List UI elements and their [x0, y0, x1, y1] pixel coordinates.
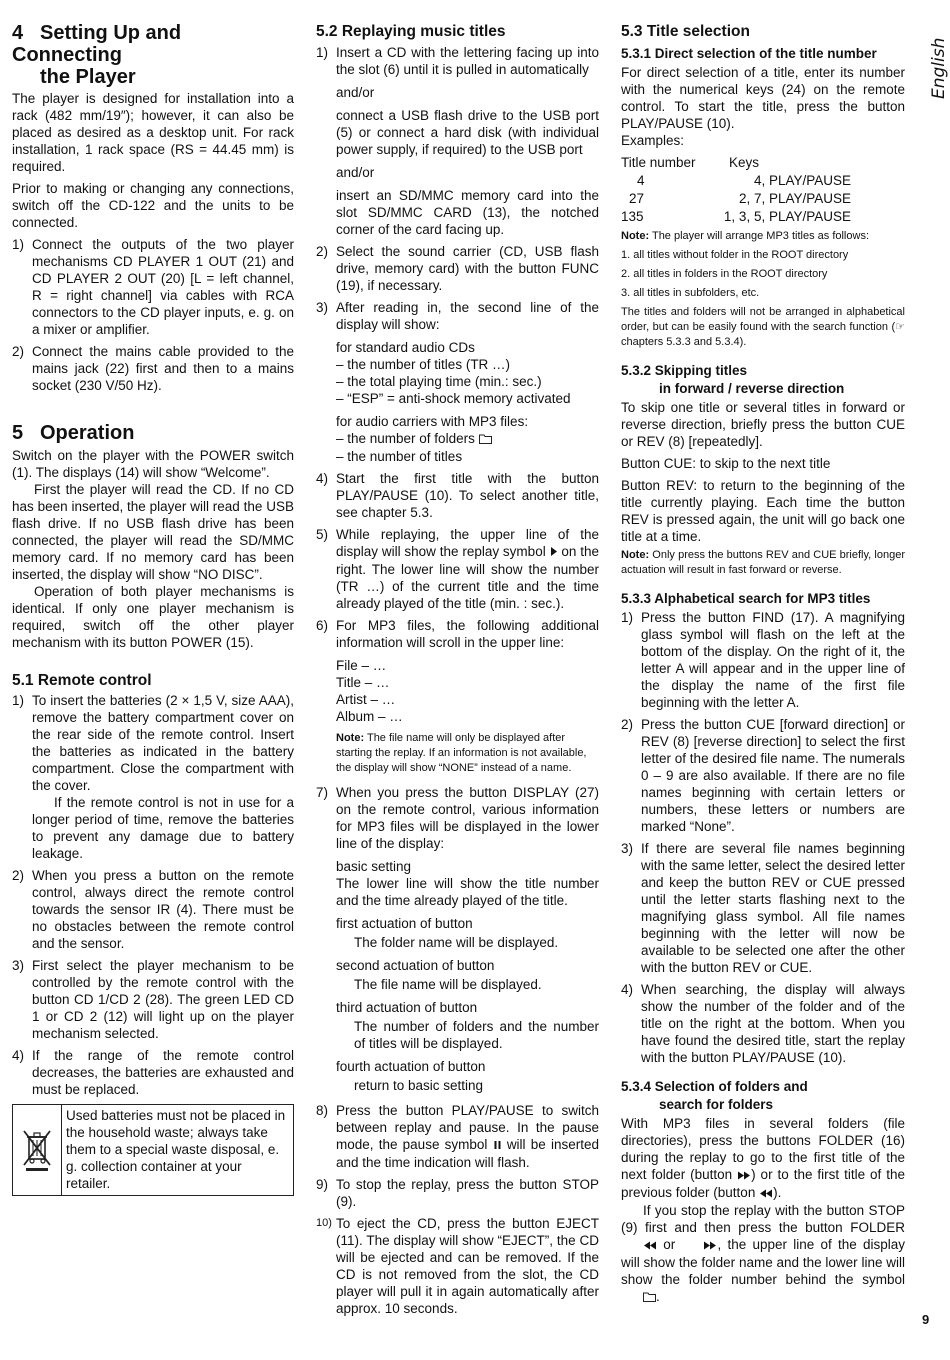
section-5-3-1-heading: 5.3.1 Direct selection of the title number: [621, 46, 877, 61]
rewind-icon: [759, 1185, 773, 1202]
language-side-label: English: [929, 37, 949, 99]
sec4-paragraph-1: The player is designed for installation into a rack (482 mm/19″); however, it can also be placed as desired as a desktop unit. For rack installation, 1 rack space (RS = 44.45 mm) is required.: [12, 91, 294, 174]
sec5-paragraph-2: First the player will read the CD. If no CD has been inserted, the player will read the USB flash drive. If no USB flash drive has been connected, the player will read the SD/MMC memory card. If no memory card has been inserted, the display will show “NO DISC”.: [12, 482, 294, 582]
list-item: 2) Select the sound carrier (CD, USB flash drive, memory card) with the button FUNC (19), if necessary.: [316, 244, 599, 293]
list-item: 8) Press the button PLAY/PAUSE to switch between replay and pause. In the pause mode, the pause symbol will be inserted and the time indication will flash.: [316, 1103, 599, 1170]
list-item: 9) To stop the replay, press the button STOP (9).: [316, 1177, 599, 1209]
sec4-paragraph-2: Prior to making or changing any connections, switch off the CD-122 and the units to be connected.: [12, 181, 294, 230]
list-item: 1) Connect the outputs of the two player mechanisms CD PLAYER 1 OUT (21) and CD PLAYER 2 OUT (20) [L = left channel, R = right channel] via cables with RCA connectors to the CD player inputs, e. g. on a mixer or amplifier.: [12, 237, 294, 337]
list-item: 5) While replaying, the upper line of the display will show the replay symbol on the right. The lower line will show the number (TR …) of the current title and the time already played of the title (min. : sec.).: [316, 527, 599, 611]
list-item: 1) To insert the batteries (2 × 1,5 V, size AAA), remove the battery compartment cover on the rear side of the remote control. Insert the batteries as indicated in the battery compartment. Close the compartment with the cover. If the remote control is not in use for a longer period of time, remove the batteries to prevent any damage due to battery leakage.: [12, 693, 294, 861]
examples-label: Examples:: [621, 133, 685, 148]
sec5-paragraph-3: Operation of both player mechanisms is identical. If only one player mechanism is required, switch off the other player mechanism with its button POWER (15).: [12, 584, 294, 650]
sec534-paragraph-2: If you stop the replay with the button STOP (9) first and then press the button FOLDER or , the upper line of the display will show the folder name and the lower line will show the folder number behind the symbol .: [621, 1203, 905, 1304]
examples-table: [621, 154, 905, 226]
list-item: 10) To eject the CD, press the button EJECT (11). The display will show “EJECT”, the CD will be ejected and can be removed. If the CD is not removed from the slot, the CD player will pull it in again automatically after approx. 10 seconds.: [316, 1216, 599, 1316]
list-item: 4) When searching, the display will always show the number of the folder and of the title on the right at the bottom. When you have found the desired title, start the replay with the button PLAY/PAUSE (10).: [621, 982, 905, 1065]
table-row: 27 2, 7, PLAY/PAUSE: [629, 191, 851, 206]
note-brief-press: Note: Only press the buttons REV and CUE briefly, longer actuation will result in fast forward or reverse.: [621, 549, 905, 576]
sec531-paragraph: For direct selection of a title, enter its number with the numerical keys (24) on the remote control. To start the title, press the button PLAY/PAUSE (10).: [621, 65, 905, 131]
section-5-3-3-heading: 5.3.3 Alphabetical search for MP3 titles: [621, 591, 871, 606]
folder-icon: [621, 1289, 656, 1306]
sec5-paragraph-1: Switch on the player with the POWER switch (1). The displays (14) will show “Welcome”.: [12, 448, 294, 480]
battery-disposal-text: Used batteries must not be placed in the household waste; always take them to a special waste disposal, e. g. collection container at your retailer.: [66, 1108, 286, 1191]
battery-disposal-notice: [12, 1104, 294, 1196]
sec534-paragraph-1: With MP3 files in several folders (file directories), press the buttons FOLDER (16) during the replay to go to the first title of the next folder (button ) or to the first title of the previous folder (button ).: [621, 1116, 905, 1200]
column-1: [12, 22, 294, 1196]
section-5-3-4-heading: 5.3.4 Selection of folders and search for folders: [621, 1079, 808, 1112]
fast-forward-icon: [737, 1167, 751, 1184]
pause-symbol-icon: [493, 1137, 502, 1154]
list-item: 3) If there are several file names beginning with the same letter, select the desired letter and keep the button REV or CUE pressed until the letter starts flashing next to the magnifying glass symbol. All file names beginning with the letter will now be available to be selected one after the other with the button REV or CUE.: [621, 841, 905, 975]
table-row: Title number Keys: [621, 155, 760, 170]
section-5-3-heading: 5.3 Title selection: [621, 23, 750, 40]
list-item: 2) Press the button CUE [forward direction] or REV (8) [reverse direction] to select the first letter of the desired file name. The numerals 0 – 9 are also available. If there are no file names beginning with certain letters or numbers, these letters or numbers are marked “None”.: [621, 717, 905, 834]
list-item: 2) When you press a button on the remote control, always direct the remote control towards the sensor IR (4). There must be no obstacles between the remote control and the sensor.: [12, 868, 294, 951]
list-item: 4) Start the first title with the button PLAY/PAUSE (10). To select another title, see chapter 5.3.: [316, 471, 599, 520]
section-4-heading: 4 Setting Up and Connecting the Player: [12, 22, 182, 88]
list-item: 3) After reading in, the second line of the display will show: for standard audio CDs – the number of titles (TR …) – the total playing time (min.: sec.) – “ESP” = anti-shock memory activated for audio carriers with MP3 files: – the number of folders – the number of titles: [316, 300, 599, 464]
section-5-2-heading: 5.2 Replaying music titles: [316, 23, 506, 40]
list-item: 1) Insert a CD with the lettering facing up into the slot (6) until it is pulled in automatically and/or connect a USB flash drive to the USB port (5) or connect a hard disk (with individual power supply, if required) to the USB port and/or insert an SD/MMC memory card into the slot SD/MMC CARD (13), the notched corner of the card facing up.: [316, 45, 599, 237]
table-row: 135 1, 3, 5, PLAY/PAUSE: [621, 209, 851, 224]
column-2: [316, 22, 599, 1317]
list-item: 1) Press the button FIND (17). A magnifying glass symbol will flash on the left at the bottom of the display. On the right of it, the letter A will appear and in the upper line of the display the name of the first file beginning with the letter A.: [621, 610, 905, 710]
page-number: 9: [922, 1312, 930, 1327]
crossed-bin-icon: [13, 1105, 62, 1195]
note-mp3-order: Note: The player will arrange MP3 titles as follows:: [621, 230, 869, 242]
table-row: 4 4, PLAY/PAUSE: [637, 173, 851, 188]
section-5-1-heading: 5.1 Remote control: [12, 672, 152, 689]
fast-forward-icon: [681, 1237, 717, 1254]
play-symbol-icon: [550, 544, 558, 561]
list-item: 2) Connect the mains cable provided to the mains jack (22) first and then to a mains socket (230 V/50 Hz).: [12, 344, 294, 393]
section-5-heading: 5 Operation: [12, 422, 135, 444]
list-item: 7) When you press the button DISPLAY (27) on the remote control, various information for MP3 files will be displayed in the lower line of the display: basic setting The lower line will show the title number and the time already played of the title. first actuation of button The folder name will be displayed. second actuation of button The file name will be displayed. third actuation of button The number of folders and the number of titles will be displayed. fourth actuation of button return to basic setting: [316, 785, 599, 1093]
list-item: 3) First select the player mechanism to be controlled by the remote control with the button CD 1/CD 2 (28). The green LED CD 1 or CD 2 (12) will light up on the player mechanism selected.: [12, 958, 294, 1041]
rewind-icon: [621, 1237, 657, 1254]
list-item: 4) If the range of the remote control decreases, the batteries are exhausted and must be replaced.: [12, 1048, 294, 1097]
list-item: 6) For MP3 files, the following additional information will scroll in the upper line: File – … Title – … Artist – … Album – … Note: The file name will only be displayed after starting the replay. If an information is not available, the display will show “NONE” instead of a name.: [316, 618, 599, 774]
folder-icon: [479, 431, 492, 448]
section-5-3-2-heading: 5.3.2 Skipping titles in forward / reverse direction: [621, 363, 845, 396]
column-3: 5.3 Title selection 5.3.1 Direct selection of the title number For direct selection of a title, enter its number with the numerical keys (24) on the remote control. To start the title, press the button PLAY/PAUSE (10). Examples: Title number Keys 4 4, PLAY/PAUSE 27 2, 7, PLAY/PAUSE 135 1, 3, 5, PLAY/PAUSE Note: The player will arrange MP3 titles as follows: 1. all titles without folder in the ROOT directory 2. all titles in folders in the ROOT directory 3. all titles in subfolders, etc. The titles and folders will not be arranged in alphabetical order, but can be easily found with the search function (☞ chapters 5.3.3 and 5.3.4). 5.3.2 Skipping titles in forward / reverse direction To skip one title or several titles in forward or reverse direction, briefly press the button CUE or REV (8) [repeatedly]. Button CUE: to skip to the next title Button REV: to return to the beginning of the title currently playing. Each time the button REV is pressed again, the unit will go back one title at a time. Note: Only press the buttons REV and CUE briefly, longer actuation will result in fast forward or reverse. 5.3.3 Alphabetical search for MP3 titles 1) Press the button FIND (17). A magnifying glass symbol will flash on the left at the bottom of the display. On the right of it, the letter A will appear and in the upper line of the display the name of the first file beginning with the letter A. 2) Press the button CUE [forward direction] or REV (8) [reverse direction] to select the first letter of the desired file name. The numerals 0 – 9 are also available. If there are no file names beginning with certain letters or numbers, these letters or numbers are marked “None”. 3) If there are several file names beginning with the same letter, select the desired letter and keep the button REV or CUE pressed until the letter starts flashing next to the magnifying glass symbol. All file names beginning with the letter will now be available to be selected one after the other with the button REV or CUE. 4) When searching, the display will always show the number of the folder and of the title on the right at the bottom. When you have found the desired title, start the replay with the button PLAY/PAUSE (10). 5.3.4 Selection of folders and search for folders With MP3 files in several folders (file directories), press the buttons FOLDER (16) during the replay to go to the first title of the next folder (button ) or to the first title of the previous folder (button ). If you stop the replay with the button STOP (9) first and then press the button FOLDER or , the upper line of the display will show the folder name and the lower line will show the folder number behind the symbol .: [621, 23, 905, 1304]
